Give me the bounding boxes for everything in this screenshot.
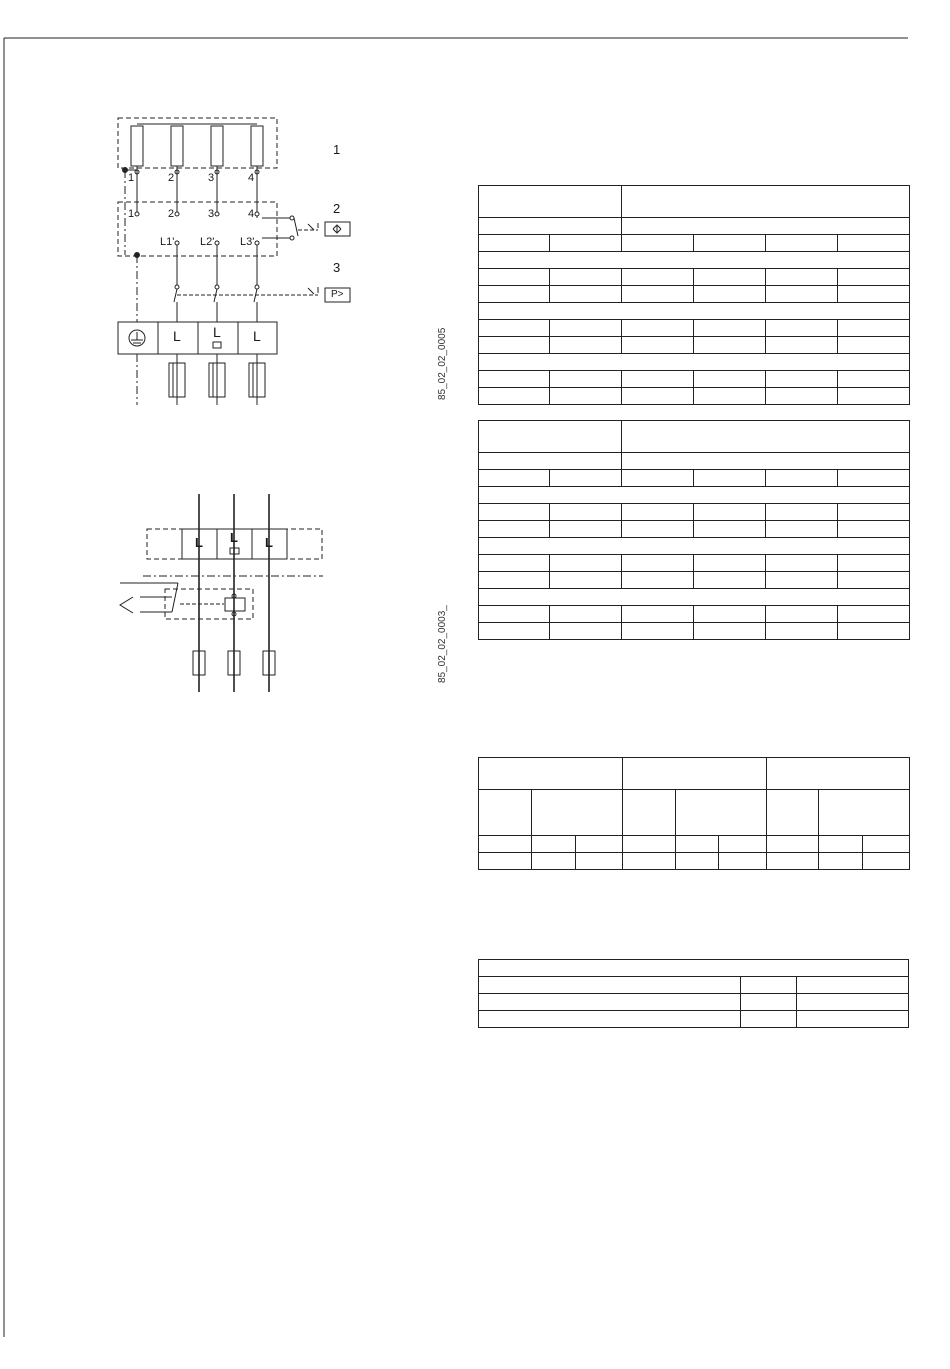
switch-terminal-1: 1: [128, 208, 135, 220]
table-row: [479, 252, 910, 269]
table-row: [479, 572, 910, 589]
table-row: [479, 538, 910, 555]
table-row: [479, 606, 910, 623]
side-code-top: 85_02_02_0005: [437, 327, 448, 400]
table-row: [479, 521, 910, 538]
top-wiring-diagram: [118, 118, 350, 405]
table-row: [479, 790, 910, 836]
terminal-top-l1: L: [173, 328, 181, 344]
table-row: [479, 836, 910, 853]
table-row: [479, 960, 909, 977]
table-row: [479, 186, 910, 218]
table-row: [479, 235, 910, 252]
side-code-bottom: 85_02_02_0003_: [437, 605, 448, 683]
table-row: [479, 354, 910, 371]
terminal-top-l3: L: [253, 328, 261, 344]
heater-element-2: [171, 126, 183, 166]
table-row: [479, 286, 910, 303]
table-row: [479, 623, 910, 640]
callout-3: 3: [333, 260, 341, 275]
heater-element-1: [131, 126, 143, 166]
switch-terminal-2: 2: [168, 208, 175, 220]
table-row: [479, 504, 910, 521]
heater-terminal-1: 1: [128, 172, 135, 184]
table-row: [479, 303, 910, 320]
bottom-wiring-diagram: [120, 494, 323, 692]
table-row: [479, 218, 910, 235]
heater-element-4: [251, 126, 263, 166]
heater-terminal-4: 4: [248, 172, 255, 184]
switch-terminal-3: 3: [208, 208, 215, 220]
table-row: [479, 453, 910, 470]
table-row: [479, 421, 910, 453]
spec-table-3: [478, 757, 910, 870]
table-row: [479, 994, 909, 1011]
callout-1: 1: [333, 142, 341, 157]
phase-label-l3: L3': [240, 236, 255, 248]
table-row: [479, 269, 910, 286]
terminal-bottom-l3: L: [265, 535, 273, 550]
bottom-relay-box: [225, 598, 245, 611]
table-row: [479, 758, 910, 790]
table-row: [479, 388, 910, 405]
table-row: [479, 487, 910, 504]
spec-table-1: [478, 185, 910, 405]
table-row: [479, 555, 910, 572]
spec-table-4: [478, 959, 909, 1028]
table-row: [479, 589, 910, 606]
table-row: [479, 853, 910, 870]
table-row: [479, 470, 910, 487]
terminal-bottom-l1: L: [195, 535, 203, 550]
pressure-relay-label: P>: [331, 289, 344, 300]
heater-element-3: [211, 126, 223, 166]
table-row: [479, 320, 910, 337]
table-row: [479, 1011, 909, 1028]
bottom-relay-enclosure: [165, 589, 253, 619]
spec-table-2: [478, 420, 910, 640]
table-row: [479, 337, 910, 354]
terminal-top-l2: L: [213, 324, 221, 340]
callout-2: 2: [333, 201, 341, 216]
phase-label-l2: L2': [200, 236, 215, 248]
phase-label-l1: L1': [160, 236, 175, 248]
heater-terminal-2: 2: [168, 172, 175, 184]
terminal-bottom-l2: L: [230, 530, 238, 545]
table-row: [479, 977, 909, 994]
switch-terminal-4: 4: [248, 208, 255, 220]
heater-terminal-3: 3: [208, 172, 215, 184]
table-row: [479, 371, 910, 388]
